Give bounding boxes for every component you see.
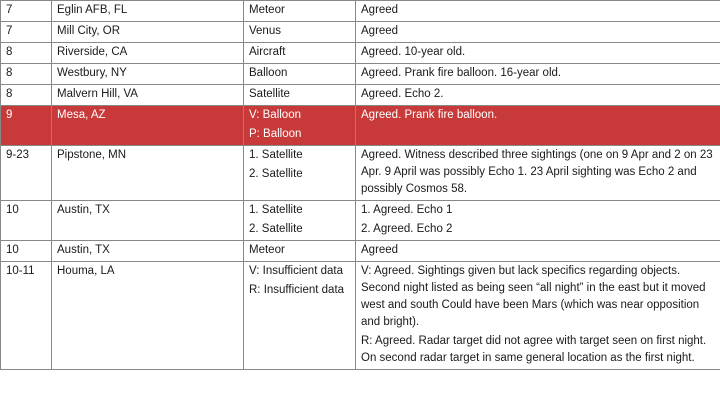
evaluation-cell: Meteor <box>244 1 356 22</box>
location-cell: Austin, TX <box>52 241 244 262</box>
table-row <box>1 262 720 370</box>
date-cell: 9 <box>1 106 52 146</box>
evaluation-cell: Venus <box>244 22 356 43</box>
comments-cell: Agreed. 10-year old. <box>356 43 720 64</box>
location-cell: Mill City, OR <box>52 22 244 43</box>
evaluation-cell: 1. Satellite 2. Satellite <box>244 146 356 201</box>
date-cell: 8 <box>1 85 52 106</box>
table-row <box>1 1 720 22</box>
table-row <box>1 241 720 262</box>
evaluation-cell: Satellite <box>244 85 356 106</box>
comments-cell: Agreed <box>356 241 720 262</box>
table-body <box>1 1 720 370</box>
location-cell: Austin, TX <box>52 201 244 241</box>
table-row <box>1 64 720 85</box>
table-row <box>1 85 720 106</box>
date-cell: 8 <box>1 43 52 64</box>
date-cell: 9-23 <box>1 146 52 201</box>
date-cell: 8 <box>1 64 52 85</box>
location-cell: Mesa, AZ <box>52 106 244 146</box>
evaluation-cell: Balloon <box>244 64 356 85</box>
comments-cell: Agreed. Prank fire balloon. 16-year old. <box>356 64 720 85</box>
date-cell: 7 <box>1 1 52 22</box>
comments-cell: V: Agreed. Sightings given but lack specifics regarding objects. Second night listed as being seen “all night” in the east but it moved west and south Could have been Mars (which was near opposition and bright). R: Agreed. Radar target did not agree with target seen on first night. On second radar target in same general location as the first night. <box>356 262 720 370</box>
evaluation-cell: Meteor <box>244 241 356 262</box>
date-cell: 10-11 <box>1 262 52 370</box>
location-cell: Pipstone, MN <box>52 146 244 201</box>
comments-cell: Agreed. Prank fire balloon. <box>356 106 720 146</box>
comments-cell: Agreed <box>356 22 720 43</box>
location-cell: Malvern Hill, VA <box>52 85 244 106</box>
table-row <box>1 146 720 201</box>
location-cell: Westbury, NY <box>52 64 244 85</box>
comments-cell: Agreed <box>356 1 720 22</box>
table-row-highlighted <box>1 106 720 146</box>
table-row <box>1 22 720 43</box>
table-row <box>1 201 720 241</box>
evaluation-cell: V: Balloon P: Balloon <box>244 106 356 146</box>
evaluation-cell: Aircraft <box>244 43 356 64</box>
date-cell: 10 <box>1 241 52 262</box>
date-cell: 7 <box>1 22 52 43</box>
comments-cell: 1. Agreed. Echo 1 2. Agreed. Echo 2 <box>356 201 720 241</box>
evaluation-cell: 1. Satellite 2. Satellite <box>244 201 356 241</box>
location-cell: Eglin AFB, FL <box>52 1 244 22</box>
comments-cell: Agreed. Echo 2. <box>356 85 720 106</box>
table-row <box>1 43 720 64</box>
comments-cell: Agreed. Witness described three sightings (one on 9 Apr and 2 on 23 Apr. 9 April was possibly Echo 1. 23 April sighting was Echo 2 and possibly Cosmos 58. <box>356 146 720 201</box>
evaluation-cell: V: Insufficient data R: Insufficient data <box>244 262 356 370</box>
date-cell: 10 <box>1 201 52 241</box>
location-cell: Riverside, CA <box>52 43 244 64</box>
location-cell: Houma, LA <box>52 262 244 370</box>
